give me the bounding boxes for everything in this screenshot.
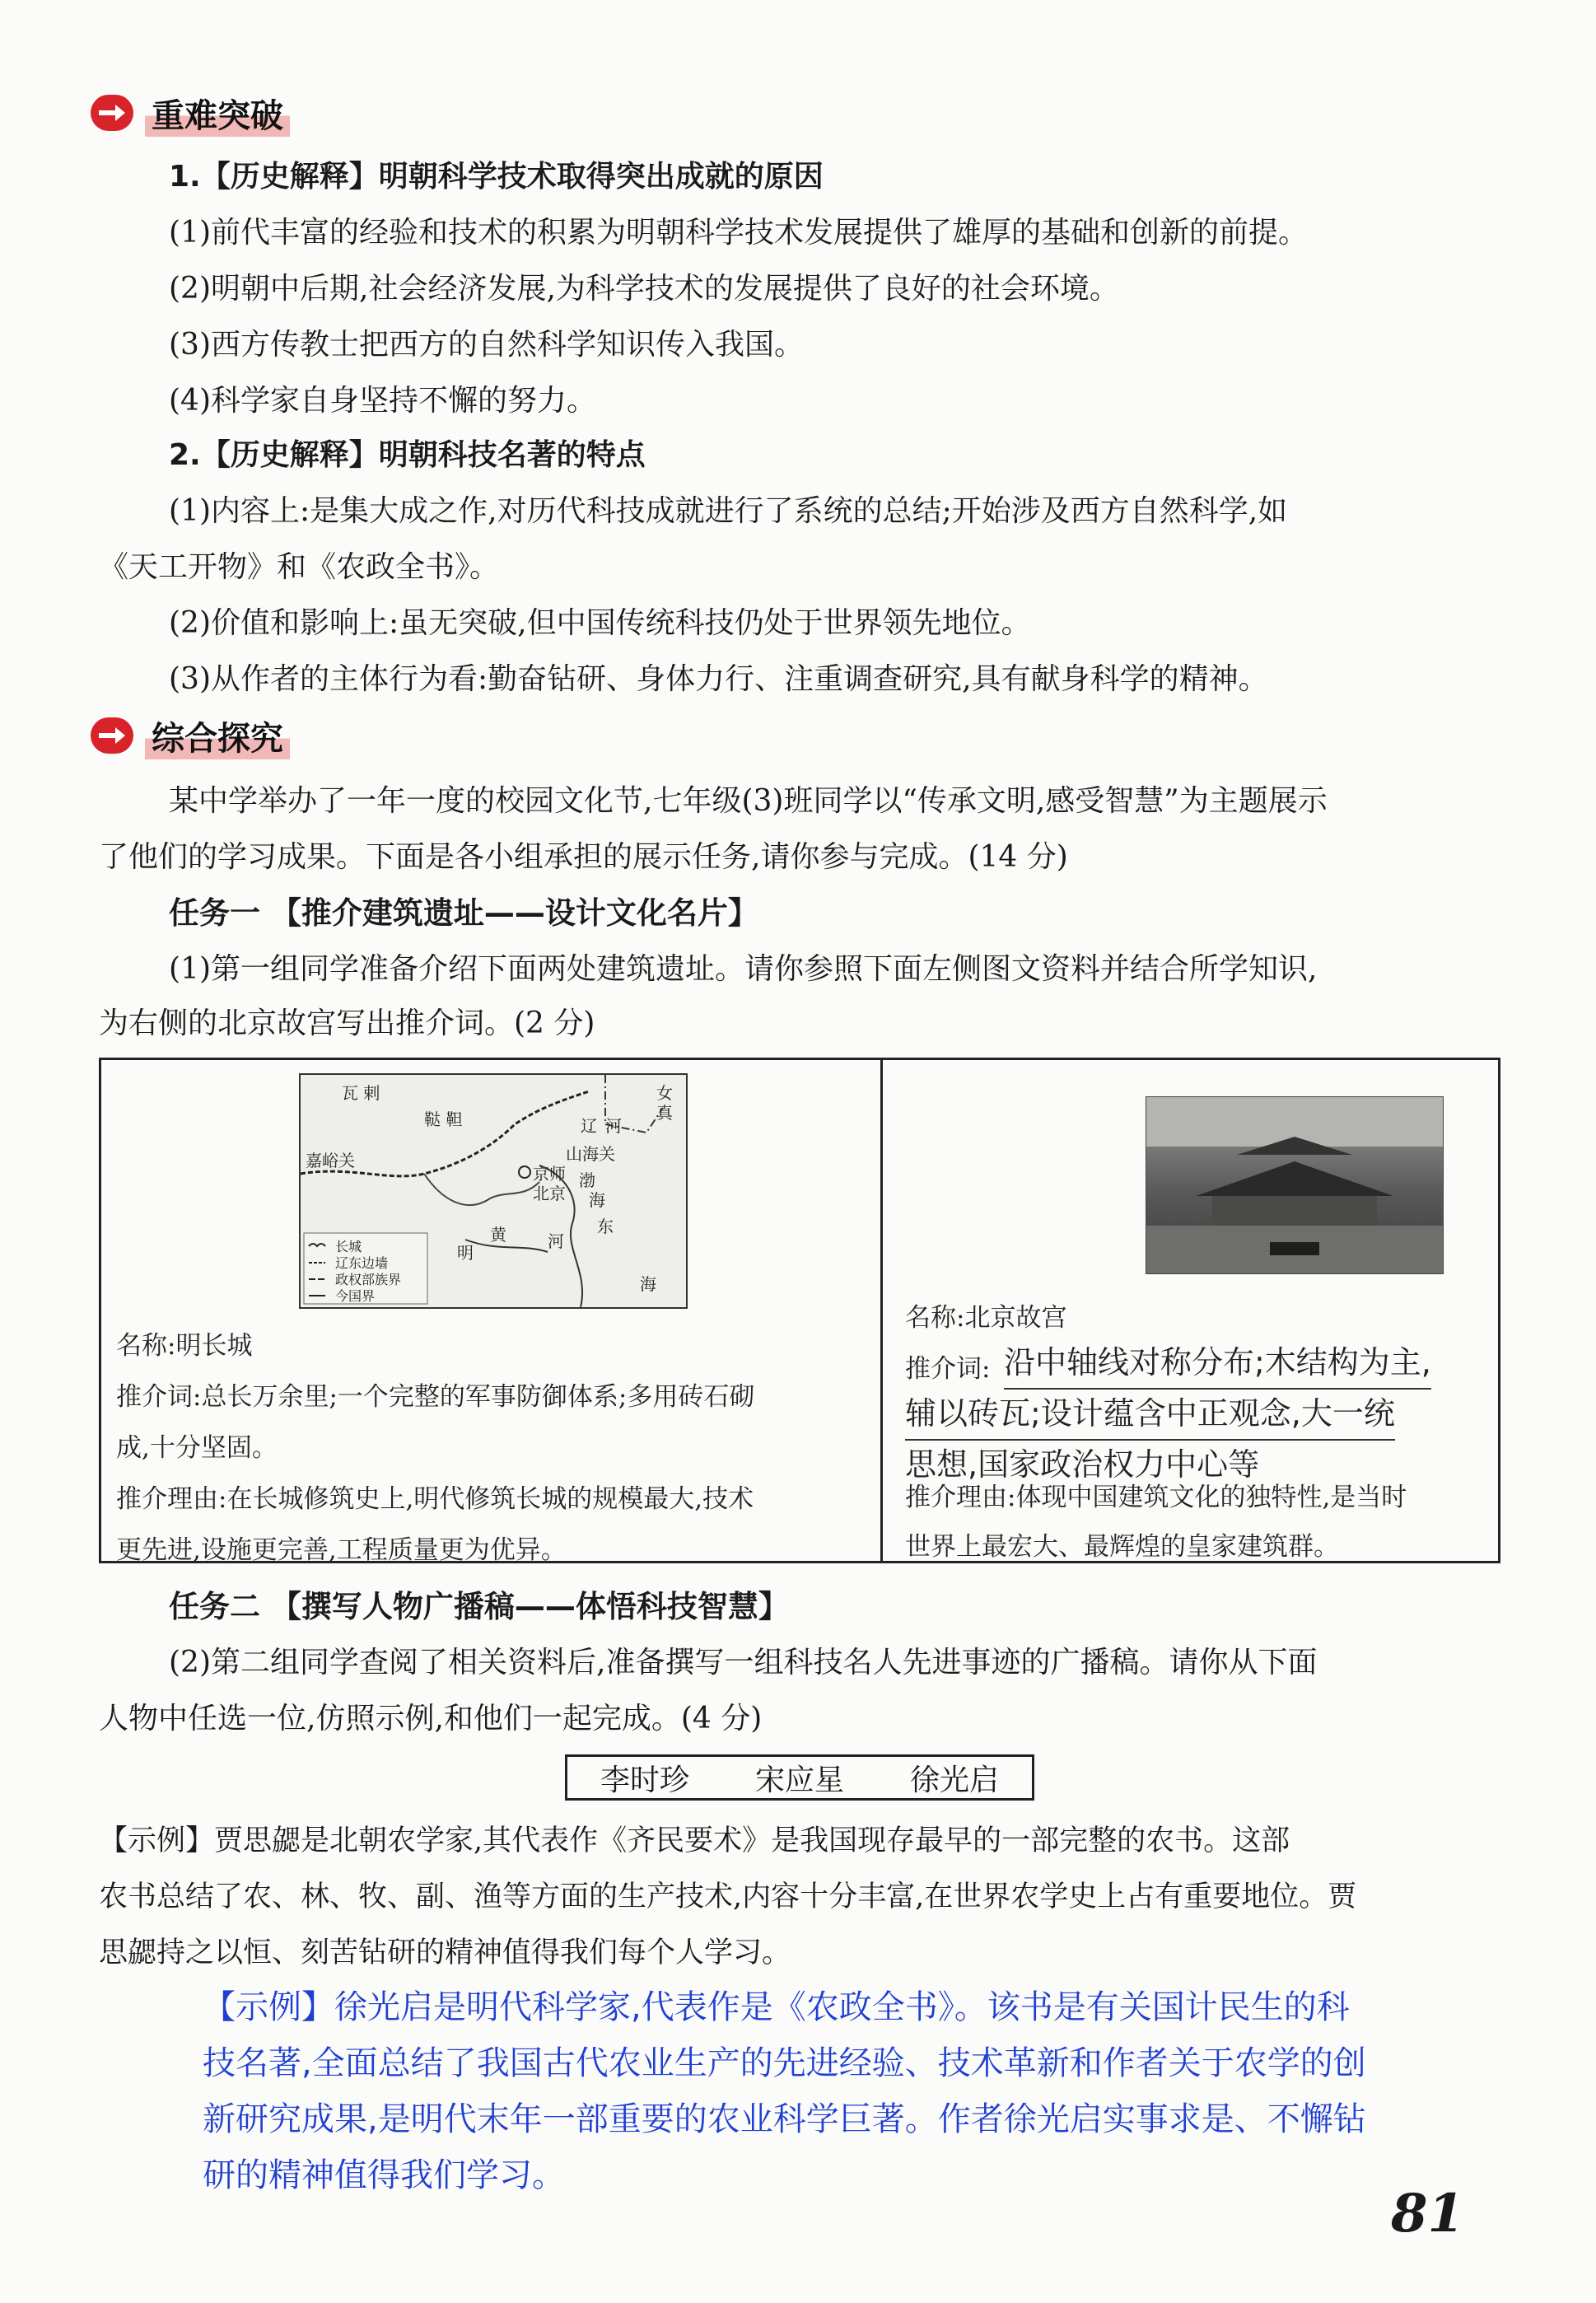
forbidden-city-intro-label: 推介词:: [905, 1354, 991, 1384]
example-line: 农书总结了农、林、牧、副、渔等方面的生产技术,内容十分丰富,在世界农学史上占有重要地位。贾: [99, 1880, 1357, 1913]
item2-point: (1)内容上:是集大成之作,对历代科技成就进行了系统的总结;开始涉及西方自然科学,如: [169, 494, 1288, 528]
example-line: 思勰持之以恒、刻苦钻研的精神值得我们每个人学习。: [99, 1936, 791, 1969]
section-header-key-points: [91, 87, 290, 138]
ming-great-wall-map: [299, 1073, 688, 1309]
legend-label: 今国界: [335, 1288, 376, 1304]
map-label: 真: [656, 1103, 673, 1123]
map-label: 山海关: [566, 1144, 615, 1164]
table-divider: [880, 1060, 883, 1561]
palace-drawing: [1146, 1097, 1443, 1273]
page-number: 81: [1390, 2183, 1464, 2245]
person-option: 李时珍: [600, 1763, 689, 1797]
task1-question: 为右侧的北京故宫写出推介词。(2 分): [99, 1007, 595, 1040]
item1-point: (4)科学家自身坚持不懈的努力。: [169, 384, 596, 418]
great-wall-intro: 推介词:总长万余里;一个完整的军事防御体系;多用砖石砌: [116, 1382, 755, 1412]
boundary-line: [424, 1174, 539, 1205]
river-line: [465, 1240, 548, 1252]
section-title: 综合探究: [145, 712, 290, 759]
main-hall-body: [1212, 1196, 1377, 1226]
item1-point: (2)明朝中后期,社会经济发展,为科学技术的发展提供了良好的社会环境。: [169, 272, 1119, 306]
forbidden-city-name: 名称:北京故宫: [905, 1303, 1067, 1333]
task2-title: 任务二 【撰写人物广播稿——体悟科技智慧】: [169, 1589, 789, 1624]
intro-line: 某中学举办了一年一度的校园文化节,七年级(3)班同学以“传承文明,感受智慧”为主题展示: [169, 784, 1328, 818]
legend-label: 长城: [335, 1239, 362, 1254]
forbidden-city-photo: [1146, 1096, 1444, 1274]
item1-title: 1.【历史解释】明朝科学技术取得突出成就的原因: [169, 160, 824, 194]
great-wall-reason: 推介理由:在长城修筑史上,明代修筑长城的规模最大,技术: [116, 1484, 754, 1514]
map-label: 鞑 靼: [424, 1109, 463, 1129]
task1-title: 任务一 【推介建筑遗址——设计文化名片】: [169, 895, 758, 931]
map-label: 女: [656, 1083, 673, 1103]
map-label: 瓦 剌: [342, 1083, 380, 1103]
arrow-icon: [91, 95, 133, 131]
great-wall-name: 名称:明长城: [116, 1331, 253, 1361]
legend-label: 政权部族界: [335, 1272, 402, 1287]
answer-line: 思想,国家政治权力中心等: [905, 1446, 1260, 1483]
item2-point: 《天工开物》和《农政全书》。: [99, 550, 500, 584]
map-label: 海: [640, 1274, 656, 1294]
capital-marker: [519, 1166, 530, 1178]
map-label: 明: [457, 1243, 474, 1263]
person-option: 宋应星: [754, 1763, 844, 1797]
map-label: 京师: [533, 1164, 566, 1184]
item1-point: (3)西方传教士把西方的自然科学知识传入我国。: [169, 328, 804, 362]
item2-point: (3)从作者的主体行为看:勤奋钻研、身体力行、注重调查研究,具有献身科学的精神。: [169, 662, 1268, 696]
section-title: 重难突破: [145, 90, 290, 137]
map-label: 河: [548, 1231, 564, 1251]
arrow-icon: [91, 717, 133, 754]
site-comparison-table: [99, 1058, 1500, 1563]
task2-question: (2)第二组同学查阅了相关资料后,准备撰写一组科技名人先进事迹的广播稿。请你从下面: [169, 1646, 1318, 1679]
map-label: 黄: [490, 1225, 506, 1245]
task2-question: 人物中任选一位,仿照示例,和他们一起完成。(4 分): [99, 1702, 763, 1735]
section-header-inquiry: [91, 710, 290, 761]
gate-plaque: [1270, 1242, 1319, 1255]
answer-line: 【示例】徐光启是明代科学家,代表作是《农政全书》。该书是有关国计民生的科: [203, 1988, 1350, 2026]
item2-title: 2.【历史解释】明朝科技名著的特点: [169, 438, 646, 472]
map-label: 东: [597, 1217, 614, 1236]
main-hall-roof: [1196, 1161, 1393, 1196]
map-label: 嘉峪关: [306, 1151, 355, 1170]
answer-line: 技名著,全面总结了我国古代农业生产的先进经验、技术革新和作者关于农学的创: [203, 2044, 1366, 2082]
item1-point: (1)前代丰富的经验和技术的积累为明朝科学技术发展提供了雄厚的基础和创新的前提。: [169, 216, 1308, 250]
map-label: 北京: [533, 1184, 566, 1203]
map-label: 海: [589, 1190, 605, 1210]
great-wall-intro: 成,十分坚固。: [116, 1433, 278, 1463]
person-option: 徐光启: [909, 1763, 999, 1797]
answer-line: 新研究成果,是明代末年一部重要的农业科学巨著。作者徐光启实事求是、不懈钻: [203, 2100, 1366, 2138]
task1-question: (1)第一组同学准备介绍下面两处建筑遗址。请你参照下面左侧图文资料并结合所学知识,: [169, 952, 1318, 986]
legend-label: 辽东边墙: [335, 1255, 389, 1271]
example-line: 【示例】贾思勰是北朝农学家,其代表作《齐民要术》是我国现存最早的一部完整的农书。这部: [99, 1824, 1290, 1857]
great-wall-reason: 更先进,设施更完善,工程质量更为优异。: [116, 1535, 567, 1565]
item2-point: (2)价值和影响上:虽无突破,但中国传统科技仍处于世界领先地位。: [169, 606, 1031, 640]
map-label: 渤: [579, 1170, 595, 1190]
answer-line: 辅以砖瓦;设计蕴含中正观念,大一统: [905, 1388, 1395, 1441]
intro-line: 了他们的学习成果。下面是各小组承担的展示任务,请你参与完成。(14 分): [99, 840, 1068, 874]
people-options-box: [565, 1754, 1034, 1801]
answer-line: 沿中轴线对称分布;木结构为主,: [1004, 1337, 1431, 1390]
forbidden-city-reason: 推介理由:体现中国建筑文化的独特性,是当时: [905, 1483, 1407, 1512]
answer-line: 研的精神值得我们学习。: [203, 2156, 565, 2194]
forbidden-city-reason: 世界上最宏大、最辉煌的皇家建筑群。: [905, 1532, 1339, 1562]
map-label: 河: [605, 1116, 622, 1136]
map-label: 辽: [581, 1116, 597, 1136]
